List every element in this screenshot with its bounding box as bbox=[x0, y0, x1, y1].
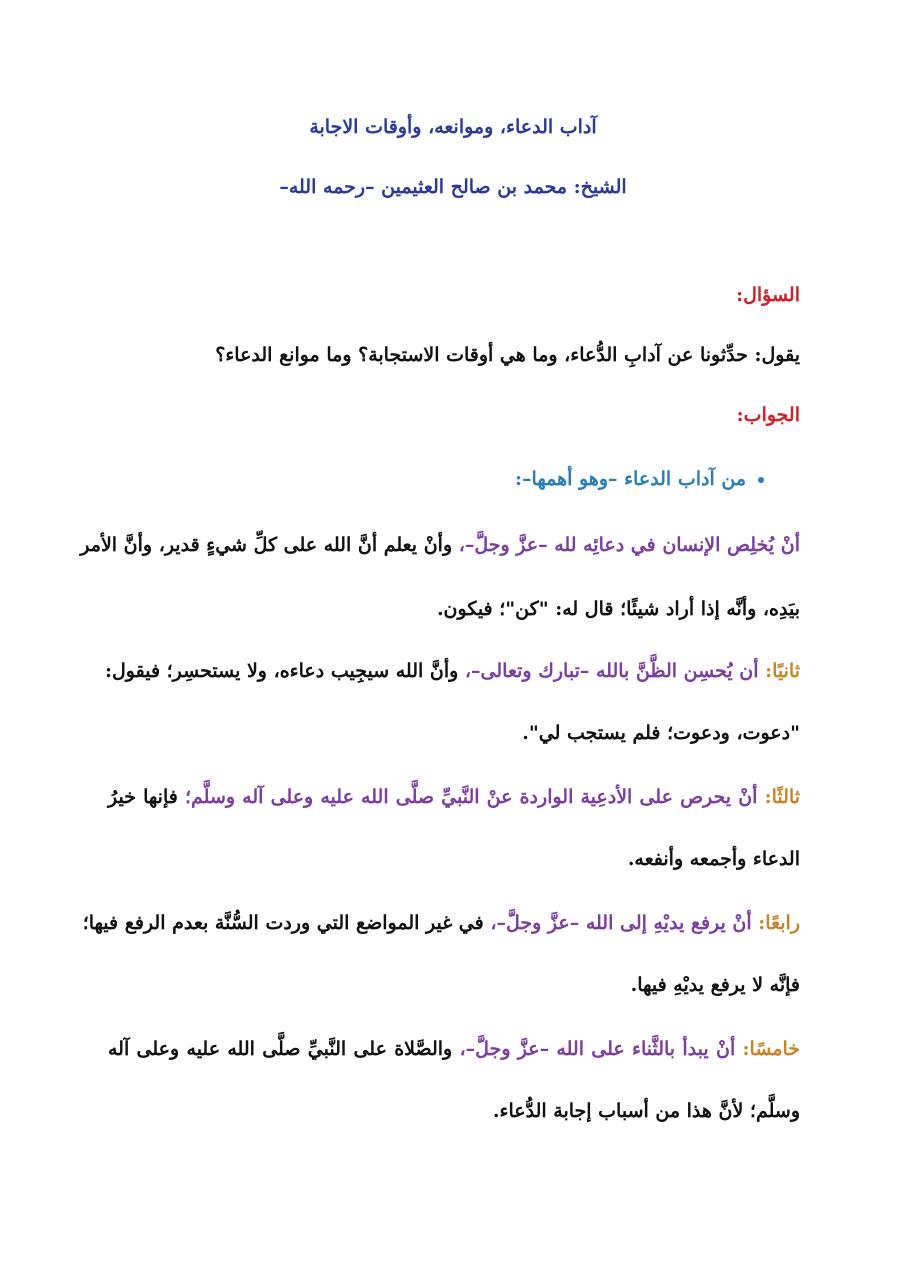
bullet-icon bbox=[758, 477, 764, 483]
item-ordinal: رابعًا: bbox=[758, 912, 800, 934]
item-emphasis: أنْ يحرص على الأدعِية الواردة عنْ النَّبيِّ صلَّى الله عليه وعلى آله وسلَّم؛ bbox=[184, 786, 765, 808]
document-title: آداب الدعاء، وموانعه، وأوقات الاجابة bbox=[309, 116, 597, 138]
item-emphasis: أنْ يبدأ بالثَّناء على الله –عزَّ وجلَّ–، bbox=[459, 1038, 743, 1060]
item-continuation: فإنَّه لا يرفع يديْهِ فيها. bbox=[630, 974, 800, 996]
item-emphasis: أنْ يرفع يديْهِ إلى الله –عزَّ وجلَّ–، bbox=[490, 912, 759, 934]
question-text: يقول: حدِّثونا عن آدابِ الدُّعاء، وما هي أوقات الاستجابة؟ وما موانع الدعاء؟ bbox=[215, 344, 800, 366]
item-text: وأنَّ الله سيجِيب دعاءه، ولا يستحسِر؛ فيقول: bbox=[104, 660, 465, 682]
answer-heading bbox=[108, 464, 800, 494]
item-emphasis: أن يُحسِن الظَّنَّ بالله –تبارك وتعالى–، bbox=[464, 660, 766, 682]
list-item bbox=[80, 530, 800, 560]
item-emphasis: أنْ يُخلِص الإنسان في دعائِه لله –عزَّ وجلَّ–، bbox=[458, 534, 800, 556]
list-item bbox=[104, 656, 800, 686]
answer-label: الجواب: bbox=[736, 404, 800, 426]
document-author: الشيخ: محمد بن صالح العثيمين –رحمه الله– bbox=[279, 176, 627, 198]
list-item bbox=[82, 908, 800, 938]
item-ordinal: خامسًا: bbox=[742, 1038, 800, 1060]
item-continuation: "دعوت، ودعوت؛ فلم يستجب لي". bbox=[522, 722, 800, 744]
list-item bbox=[108, 782, 800, 812]
item-ordinal: ثالثًا: bbox=[764, 786, 801, 808]
item-continuation: الدعاء وأجمعه وأنفعه. bbox=[627, 848, 800, 870]
question-label: السؤال: bbox=[736, 284, 800, 306]
answer-heading-text: من آداب الدعاء –وهو أهمها–: bbox=[515, 468, 746, 490]
item-text: فإنها خيرُ bbox=[108, 786, 185, 808]
item-text: في غير المواضع التي وردت السُّنَّة بعدم الرفع فيها؛ bbox=[82, 912, 491, 934]
item-continuation: بيَدِه، وأنَّه إذا أراد شيئًا؛ قال له: "كن"؛ فيكون. bbox=[436, 598, 800, 620]
list-item bbox=[108, 1034, 800, 1064]
item-ordinal: ثانيًا: bbox=[765, 660, 800, 682]
item-text: والصَّلاة على النَّبيِّ صلَّى الله عليه وعلى آله bbox=[108, 1038, 460, 1060]
item-continuation: وسلَّم؛ لأنَّ هذا من أسباب إجابة الدُّعاء. bbox=[492, 1100, 800, 1122]
item-text: وأنْ يعلم أنَّ الله على كلِّ شيءٍ قدير، وأنَّ الأمر bbox=[80, 534, 459, 556]
